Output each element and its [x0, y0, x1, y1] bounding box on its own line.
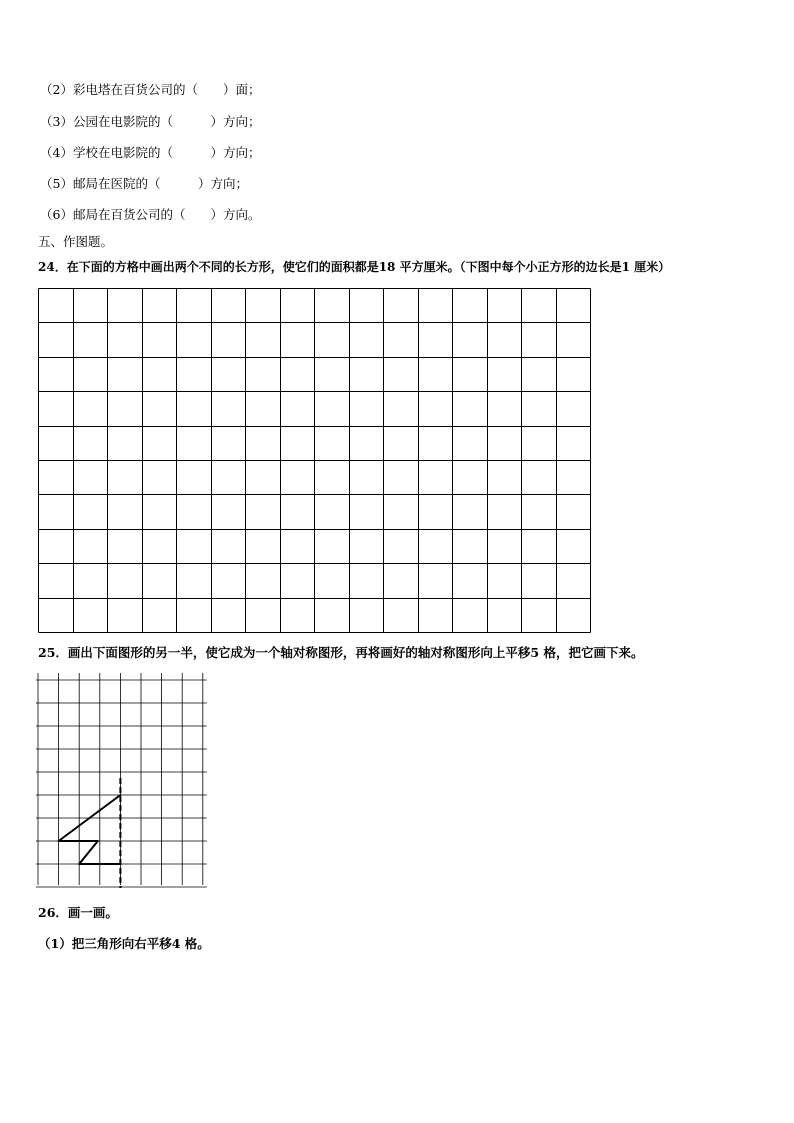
- question-item-6: （6）邮局在百货公司的（ ）方向。: [40, 207, 261, 222]
- question-26: 26．画一画。: [38, 905, 118, 920]
- question-item-2: （2）彩电塔在百货公司的（ ）面；: [40, 82, 261, 97]
- question-24: 24．在下面的方格中画出两个不同的长方形，使它们的面积都是18 平方厘米。（下图中每个小正方形的边长是1 厘米）: [38, 260, 671, 274]
- grid-24: [38, 288, 591, 633]
- figure-edge: [79, 841, 98, 864]
- section-heading: 五、作图题。: [38, 234, 114, 249]
- question-26-part-1: （1）把三角形向右平移4 格。: [38, 936, 210, 951]
- grid-25: [38, 676, 208, 890]
- question-item-4: （4）学校在电影院的（ ）方向；: [40, 145, 261, 160]
- question-25: 25．画出下面图形的另一半，使它成为一个轴对称图形，再将画好的轴对称图形向上平移5 格，把它画下来。: [38, 645, 644, 660]
- question-item-3: （3）公园在电影院的（ ）方向；: [40, 114, 261, 129]
- question-item-5: （5）邮局在医院的（ ）方向；: [40, 176, 248, 191]
